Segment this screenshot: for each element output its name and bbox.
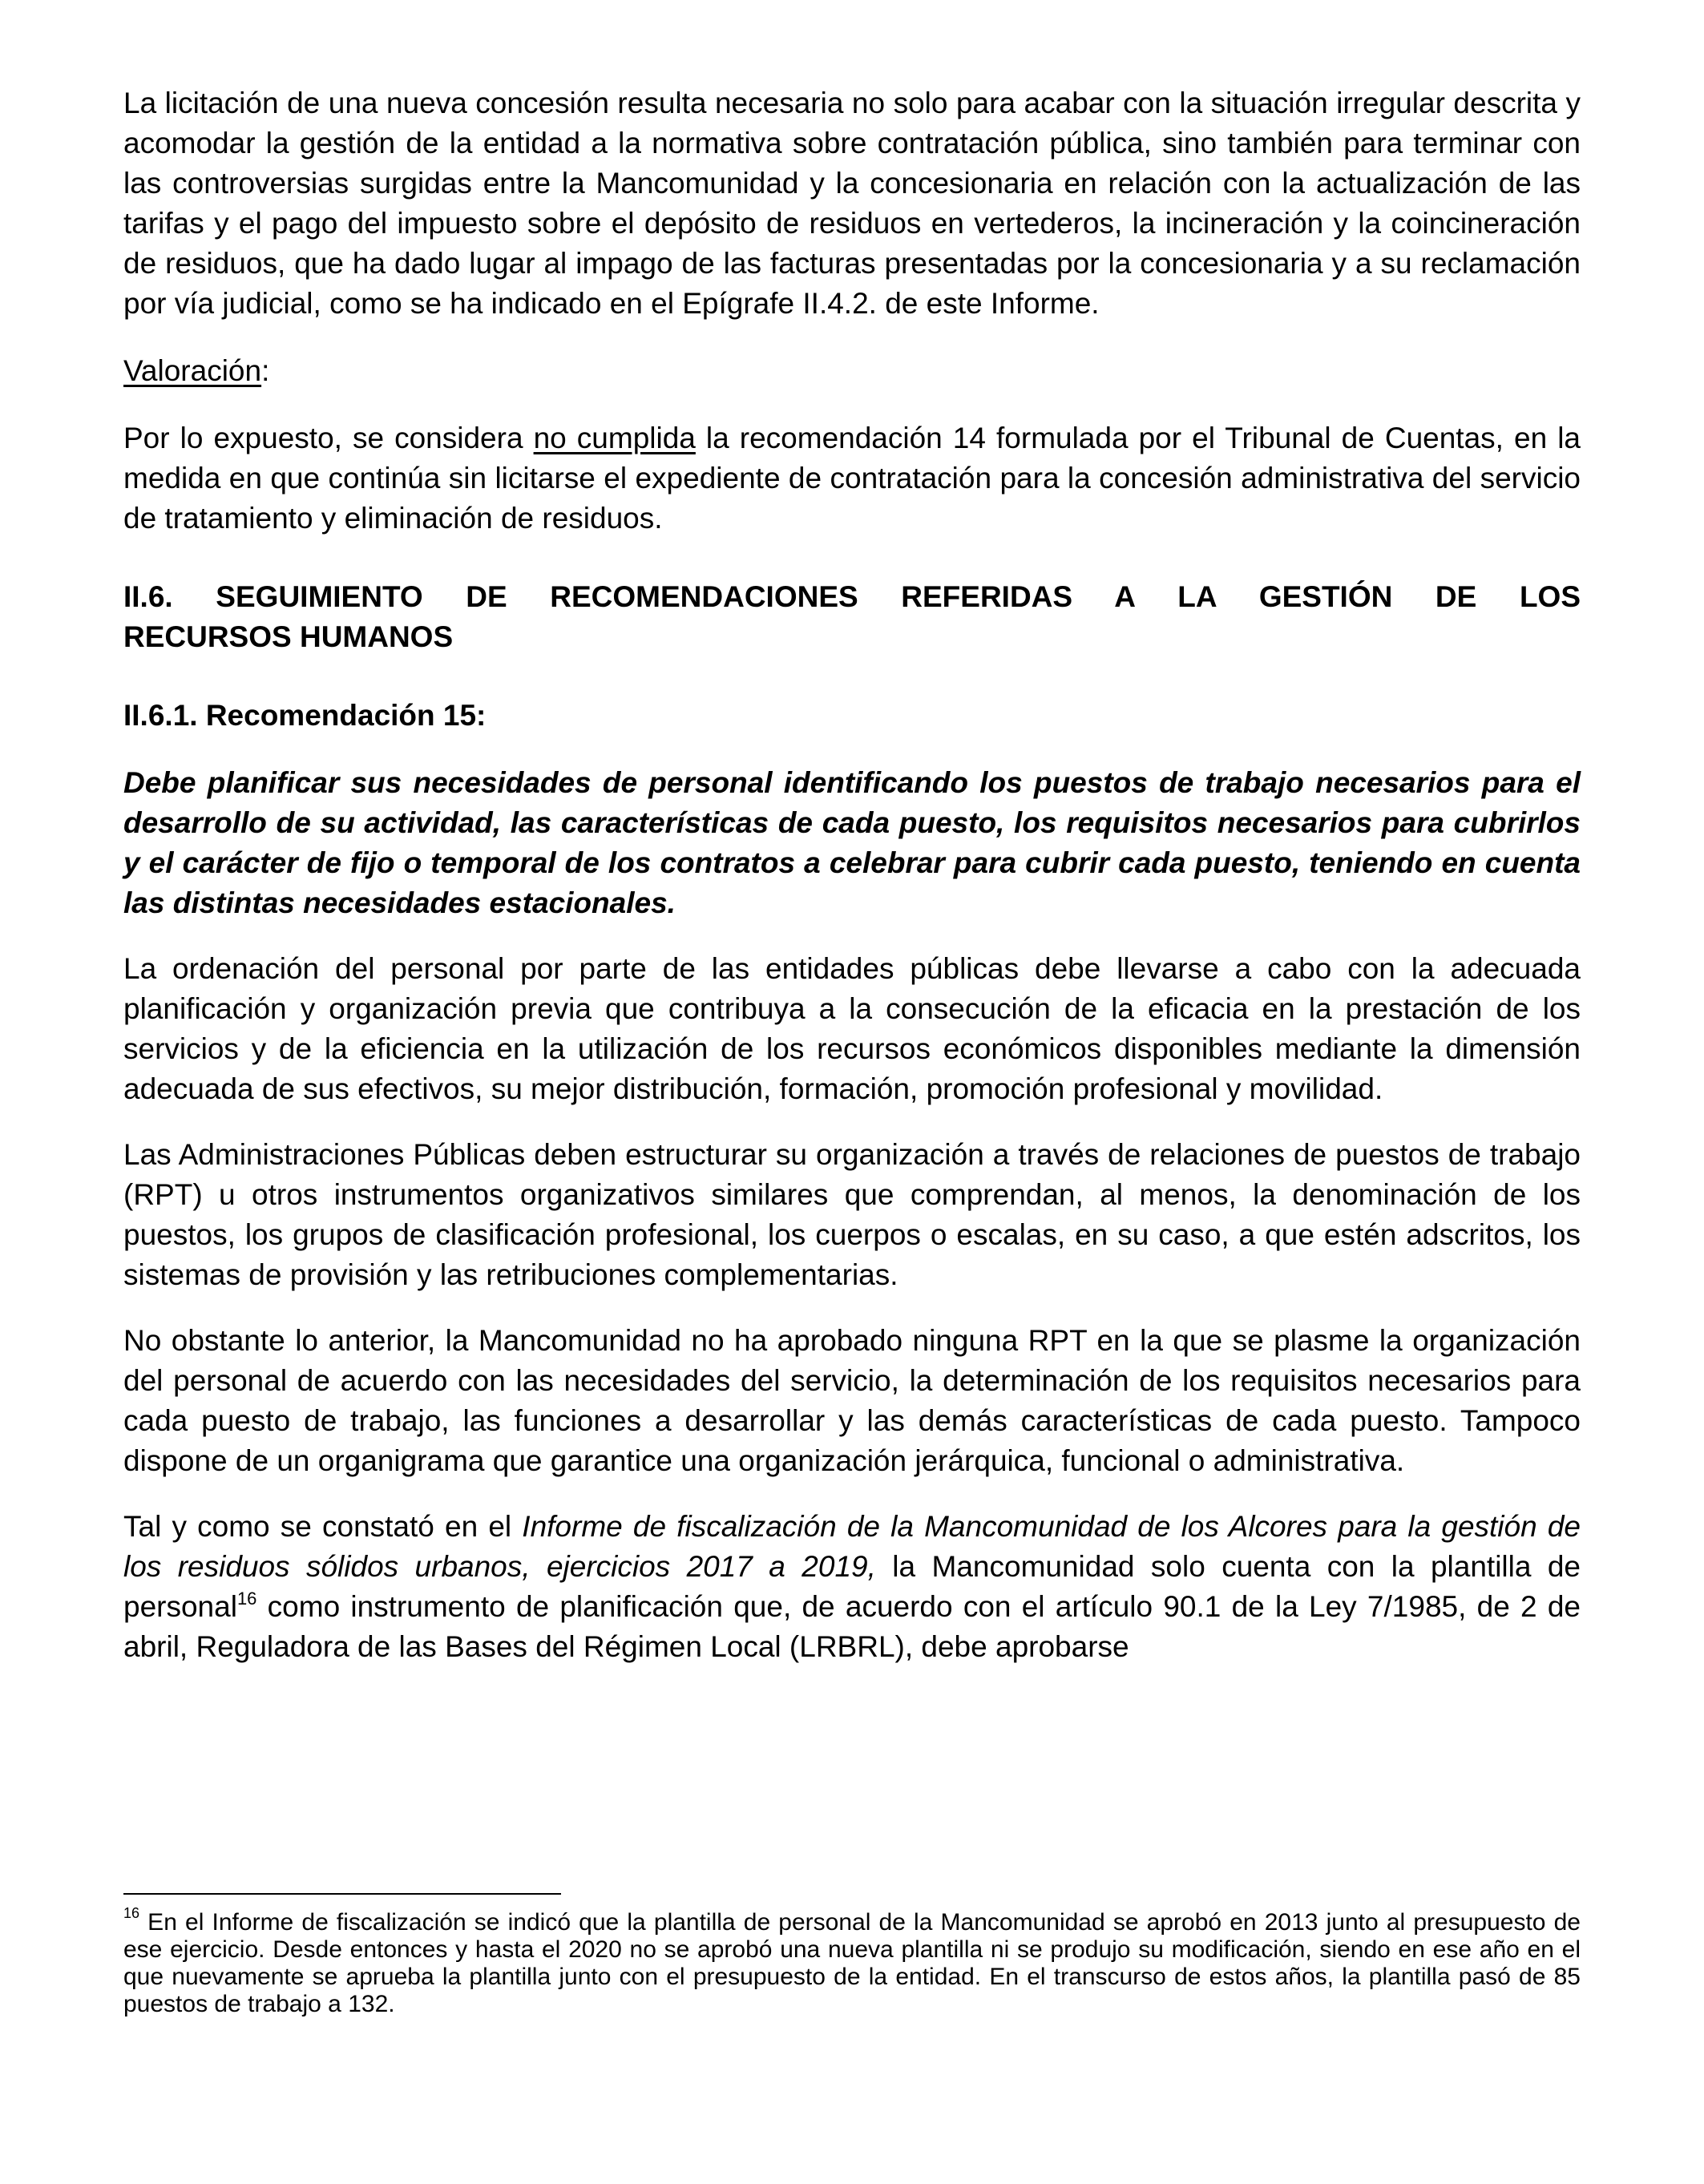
footnote-number: 16 [123, 1905, 140, 1921]
paragraph-ordenacion: La ordenación del personal por parte de las entidades públicas debe llevarse a cabo con la adecuada planificación y organización previa que contribuya a la consecución de la eficacia en la prestación de los servicios y de la eficiencia en la utilización de los recursos económicos disponibles mediante la dimensión adecuada de sus efectivos, su mejor distribución, formación, promoción profesional y movilidad. [123, 952, 1581, 1105]
section-heading-line2: RECURSOS HUMANOS [123, 620, 454, 653]
informe-title: Informe de fiscalización de la Mancomunidad de los Alcores para la gestión de los residuos sólidos urbanos, ejercicios 2017 a 2019, [123, 1510, 1581, 1583]
footnote-text: En el Informe de fiscalización se indicó que la plantilla de personal de la Mancomunidad se aprobó en 2013 junto al presupuesto de ese ejercicio. Desde entonces y hasta el 2020 no se aprobó una nueva plantilla ni se produjo su modificación, siendo en ese año en el que nuevamente se aprueba la plantilla junto con el presupuesto de la entidad. En el transcurso de estos años, la plantilla pasó de 85 puestos de trabajo a 132. [123, 1909, 1581, 2017]
subsection-heading: II.6.1. Recomendación 15: [123, 699, 487, 732]
footnote-ref[interactable]: 16 [236, 1588, 257, 1609]
paragraph-valoracion [123, 418, 1581, 539]
valoracion-text-start: Por lo expuesto, se considera [123, 422, 534, 454]
plantilla-text-start: Tal y como se constató en el [123, 1510, 523, 1543]
footnote [123, 1905, 1581, 2018]
section-heading-line1: II.6. SEGUIMIENTO DE RECOMENDACIONES REFERIDAS A LA GESTIÓN DE LOS [123, 580, 1581, 613]
valoracion-label-line [123, 351, 1581, 391]
plantilla-text-middle: la Mancomunidad solo cuenta con la plantilla de personal [123, 1550, 1581, 1623]
plantilla-text-end: como instrumento de planificación que, de acuerdo con el artículo 90.1 de la Ley 7/1985, de 2 de abril, Reguladora de las Bases del Régimen Local (LRBRL), debe aprobarse [123, 1590, 1581, 1663]
valoracion-colon: : [261, 354, 270, 387]
paragraph-licitacion: La licitación de una nueva concesión resulta necesaria no solo para acabar con la situación irregular descrita y acomodar la gestión de la entidad a la normativa sobre contratación pública, sino también para terminar con las controversias surgidas entre la Mancomunidad y la concesionaria en relación con la actualización de las tarifas y el pago del impuesto sobre el depósito de residuos en vertederos, la incineración y la coincineración de residuos, que ha dado lugar al impago de las facturas presentadas por la concesionaria y a su reclamación por vía judicial, como se ha indicado en el Epígrafe II.4.2. de este Informe. [123, 87, 1581, 320]
recommendation-text: Debe planificar sus necesidades de personal identificando los puestos de trabajo necesarios para el desarrollo de su actividad, las características de cada puesto, los requisitos necesarios para cubrirlos y el carácter de fijo o temporal de los contratos a celebrar para cubrir cada puesto, teniendo en cuenta las distintas necesidades estacionales. [123, 766, 1581, 919]
paragraph-plantilla [123, 1507, 1581, 1667]
paragraph-administraciones: Las Administraciones Públicas deben estructurar su organización a través de relaciones de puestos de trabajo (RPT) u otros instrumentos organizativos similares que comprendan, al menos, la denominación de los puestos, los grupos de clasificación profesional, los cuerpos o escalas, en su caso, a que estén adscritos, los sistemas de provisión y las retribuciones complementarias. [123, 1138, 1581, 1291]
paragraph-rpt: No obstante lo anterior, la Mancomunidad no ha aprobado ninguna RPT en la que se plasme la organización del personal de acuerdo con las necesidades del servicio, la determinación de los requisitos necesarios para cada puesto de trabajo, las funciones a desarrollar y las demás características de cada puesto. Tampoco dispone de un organigrama que garantice una organización jerárquica, funcional o administrativa. [123, 1324, 1581, 1477]
document-page [123, 83, 1581, 1667]
valoracion-status: no cumplida [533, 422, 696, 454]
footnote-separator [123, 1893, 561, 1895]
valoracion-text-end: la recomendación 14 formulada por el Tribunal de Cuentas, en la medida en que continúa sin licitarse el expediente de contratación para la concesión administrativa del servicio de tratamiento y eliminación de residuos. [123, 422, 1581, 535]
section-heading [123, 577, 1581, 657]
valoracion-label: Valoración [123, 354, 262, 387]
